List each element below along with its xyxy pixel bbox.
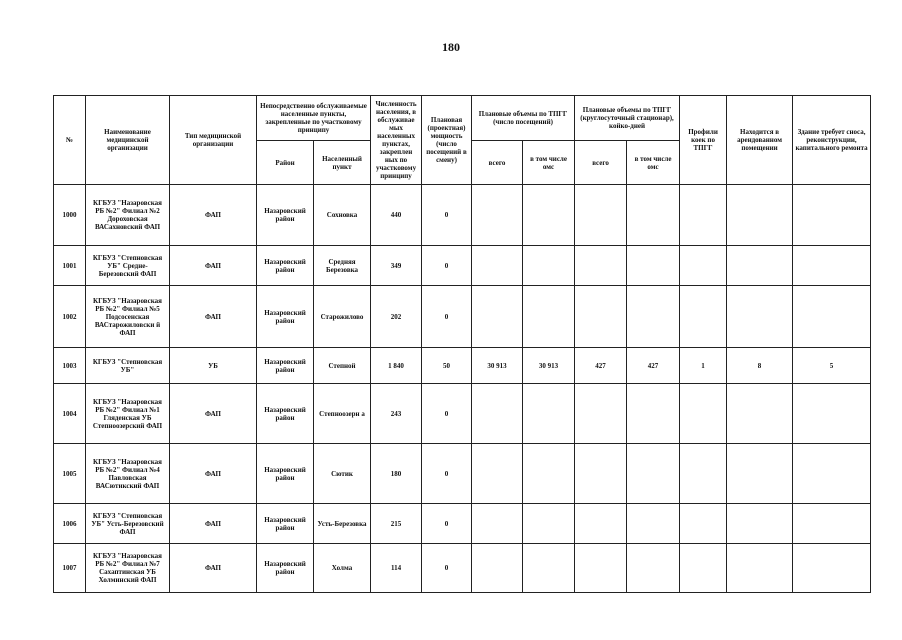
cell-population: 202 (371, 286, 422, 348)
cell-no: 1004 (54, 384, 86, 444)
header-visits-total: всего (472, 141, 523, 185)
header-settlement: Населенный пункт (314, 141, 371, 185)
cell-visits-oms (523, 286, 575, 348)
cell-no: 1003 (54, 348, 86, 384)
cell-org-name: КГБУЗ "Назаровская РБ №2" Филиал №1 Гляденская УБ Степноозерский ФАП (86, 384, 170, 444)
cell-visits-total: 30 913 (472, 348, 523, 384)
cell-visits-total (472, 444, 523, 504)
cell-beds-oms (627, 544, 680, 593)
cell-repair (793, 286, 871, 348)
cell-population: 114 (371, 544, 422, 593)
cell-population: 440 (371, 185, 422, 246)
cell-beds-total (575, 286, 627, 348)
cell-org-name: КГБУЗ "Степновская УБ" Усть-Березовский ФАП (86, 504, 170, 544)
cell-org-name: КГБУЗ "Степновская УБ" (86, 348, 170, 384)
cell-beds-total (575, 246, 627, 286)
table-header (54, 96, 871, 185)
table-row (54, 444, 871, 504)
cell-no: 1002 (54, 286, 86, 348)
cell-population: 243 (371, 384, 422, 444)
cell-district: Назаровский район (257, 348, 314, 384)
cell-org-name: КГБУЗ "Назаровская РБ №2" Филиал №7 Сахаптинская УБ Холминский ФАП (86, 544, 170, 593)
cell-capacity: 0 (422, 444, 472, 504)
cell-no: 1001 (54, 246, 86, 286)
cell-repair: 5 (793, 348, 871, 384)
cell-repair (793, 185, 871, 246)
cell-visits-oms (523, 185, 575, 246)
cell-no: 1006 (54, 504, 86, 544)
cell-org-type: ФАП (170, 286, 257, 348)
cell-repair (793, 444, 871, 504)
cell-beds-oms: 427 (627, 348, 680, 384)
cell-visits-oms (523, 504, 575, 544)
cell-rented (727, 504, 793, 544)
cell-capacity: 0 (422, 384, 472, 444)
cell-beds-oms (627, 444, 680, 504)
cell-district: Назаровский район (257, 444, 314, 504)
cell-beds-total (575, 544, 627, 593)
cell-visits-total (472, 384, 523, 444)
cell-visits-oms (523, 384, 575, 444)
cell-beds-oms (627, 185, 680, 246)
header-visits-oms: в том числе омс (523, 141, 575, 185)
cell-org-name: КГБУЗ "Назаровская РБ №2" Филиал №5 Подсосенская ВАСтарожиловски й ФАП (86, 286, 170, 348)
cell-population: 215 (371, 504, 422, 544)
cell-capacity: 50 (422, 348, 472, 384)
cell-population: 180 (371, 444, 422, 504)
cell-org-type: ФАП (170, 185, 257, 246)
cell-capacity: 0 (422, 185, 472, 246)
cell-settlement: Степной (314, 348, 371, 384)
cell-org-type: УБ (170, 348, 257, 384)
cell-no: 1005 (54, 444, 86, 504)
cell-org-type: ФАП (170, 504, 257, 544)
cell-visits-total (472, 286, 523, 348)
cell-bed-profiles (680, 185, 727, 246)
cell-settlement: Степноозерн а (314, 384, 371, 444)
cell-capacity: 0 (422, 246, 472, 286)
page-number: 180 (442, 40, 460, 54)
cell-district: Назаровский район (257, 504, 314, 544)
cell-no: 1000 (54, 185, 86, 246)
cell-rented (727, 544, 793, 593)
cell-district: Назаровский район (257, 246, 314, 286)
cell-visits-total (472, 246, 523, 286)
cell-rented: 8 (727, 348, 793, 384)
table-row (54, 286, 871, 348)
cell-beds-oms (627, 286, 680, 348)
cell-rented (727, 384, 793, 444)
table-row (54, 544, 871, 593)
cell-org-type: ФАП (170, 544, 257, 593)
cell-population: 1 840 (371, 348, 422, 384)
cell-visits-total (472, 185, 523, 246)
cell-visits-total (472, 504, 523, 544)
cell-repair (793, 384, 871, 444)
cell-beds-total (575, 444, 627, 504)
header-org-name: Наименование медицинской организации (86, 96, 170, 185)
cell-settlement: Усть-Березовка (314, 504, 371, 544)
cell-rented (727, 286, 793, 348)
cell-repair (793, 504, 871, 544)
cell-rented (727, 444, 793, 504)
header-beds-oms: в том числе омс (627, 141, 680, 185)
cell-beds-oms (627, 384, 680, 444)
cell-repair (793, 544, 871, 593)
table-row (54, 504, 871, 544)
cell-capacity: 0 (422, 544, 472, 593)
table-body (54, 185, 871, 593)
cell-beds-total (575, 504, 627, 544)
header-population: Численность населения, в обслуживае мых населенных пунктах, закреплен ных по участковому принципу (371, 96, 422, 185)
cell-bed-profiles (680, 384, 727, 444)
header-bed-profiles: Профили коек по ТПГГ (680, 96, 727, 185)
cell-org-type: ФАП (170, 384, 257, 444)
table-row (54, 348, 871, 384)
cell-capacity: 0 (422, 504, 472, 544)
cell-rented (727, 185, 793, 246)
cell-repair (793, 246, 871, 286)
header-beds-total: всего (575, 141, 627, 185)
cell-org-name: КГБУЗ "Степновская УБ" Средне-Березовский ФАП (86, 246, 170, 286)
table-row (54, 185, 871, 246)
table-row (54, 384, 871, 444)
cell-settlement: Средняя Березовка (314, 246, 371, 286)
facilities-table (53, 95, 871, 593)
cell-beds-oms (627, 246, 680, 286)
cell-org-name: КГБУЗ "Назаровская РБ №2" Филиал №2 Дороховская ВАСахновский ФАП (86, 185, 170, 246)
table-row (54, 246, 871, 286)
cell-district: Назаровский район (257, 384, 314, 444)
cell-district: Назаровский район (257, 185, 314, 246)
cell-visits-oms (523, 246, 575, 286)
header-org-type: Тип медицинской организации (170, 96, 257, 185)
header-district: Район (257, 141, 314, 185)
header-capacity: Плановая (проектная) мощность (число посещений в смену) (422, 96, 472, 185)
cell-org-name: КГБУЗ "Назаровская РБ №2" Филиал №4 Павловская ВАСютикский ФАП (86, 444, 170, 504)
cell-visits-oms: 30 913 (523, 348, 575, 384)
header-served-settlements: Непосредственно обслуживаемые населенные пункты, закрепленные по участковому принципу (257, 96, 371, 141)
cell-settlement: Холма (314, 544, 371, 593)
cell-settlement: Сохновка (314, 185, 371, 246)
cell-beds-total (575, 185, 627, 246)
cell-bed-profiles (680, 286, 727, 348)
cell-beds-total: 427 (575, 348, 627, 384)
cell-rented (727, 246, 793, 286)
cell-bed-profiles (680, 504, 727, 544)
cell-capacity: 0 (422, 286, 472, 348)
cell-visits-oms (523, 544, 575, 593)
cell-bed-profiles: 1 (680, 348, 727, 384)
cell-beds-total (575, 384, 627, 444)
cell-org-type: ФАП (170, 246, 257, 286)
header-no: № (54, 96, 86, 185)
cell-beds-oms (627, 504, 680, 544)
header-repair: Здание требует сноса, реконструкции, капитального ремонта (793, 96, 871, 185)
cell-district: Назаровский район (257, 544, 314, 593)
cell-visits-oms (523, 444, 575, 504)
cell-bed-profiles (680, 444, 727, 504)
cell-org-type: ФАП (170, 444, 257, 504)
header-beds-volumes: Плановые объемы по ТПГГ (круглосуточный стационар), койко-дней (575, 96, 680, 141)
cell-visits-total (472, 544, 523, 593)
cell-bed-profiles (680, 544, 727, 593)
cell-no: 1007 (54, 544, 86, 593)
header-rented: Находится в арендованном помещении (727, 96, 793, 185)
cell-population: 349 (371, 246, 422, 286)
cell-settlement: Старожилово (314, 286, 371, 348)
cell-settlement: Сютик (314, 444, 371, 504)
cell-district: Назаровский район (257, 286, 314, 348)
header-visits-volumes: Плановые объемы по ТПГГ (число посещений) (472, 96, 575, 141)
cell-bed-profiles (680, 246, 727, 286)
